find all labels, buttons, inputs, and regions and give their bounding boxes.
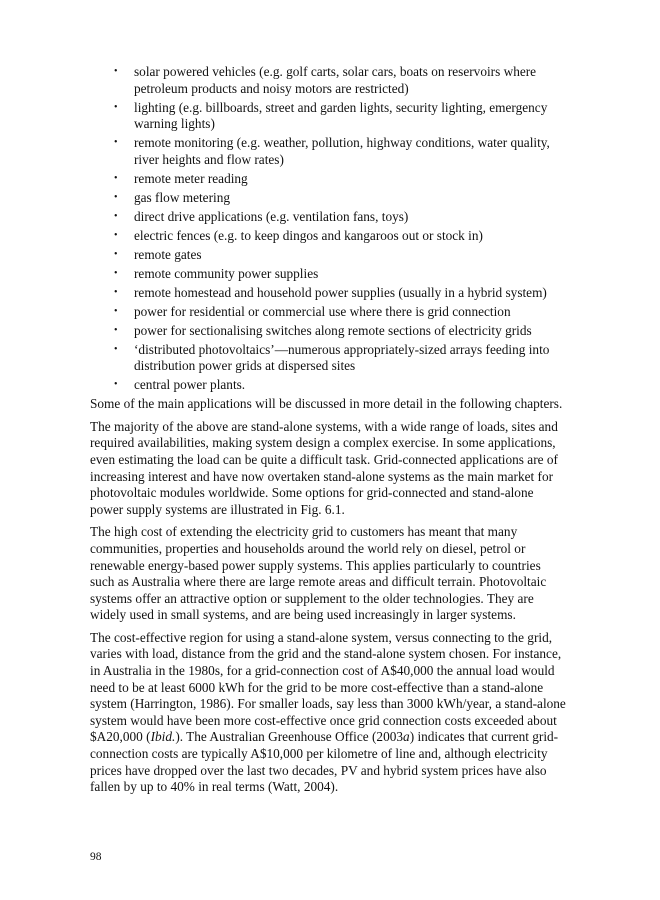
bullet-icon: • — [114, 191, 118, 203]
list-item — [90, 377, 568, 394]
paragraph-cost-effective-region — [90, 630, 568, 796]
list-item — [90, 228, 568, 245]
list-item — [90, 64, 568, 97]
paragraph-stand-alone-systems: The majority of the above are stand-alone systems, with a wide range of loads, sites and required availabilities, making system design a complex exercise. In some applications, even estimating the load can be quite a difficult task. Grid-connected applications are of increasing interest and have now overtaken stand-alone systems as the main market for photovoltaic modules worldwide. Some options for grid-connected and stand-alone power supply systems are illustrated in Fig. 6.1. — [90, 418, 558, 517]
bullet-icon: • — [114, 324, 118, 336]
list-item-text: ‘distributed photovoltaics’—numerous appropriately-sized arrays feeding into distribution power grids at dispersed sites — [134, 341, 550, 374]
list-item — [90, 342, 568, 375]
list-item-text: electric fences (e.g. to keep dingos and kangaroos out or stock in) — [134, 227, 483, 243]
bullet-icon: • — [114, 267, 118, 279]
list-item — [90, 304, 568, 321]
bullet-icon: • — [114, 248, 118, 260]
list-item — [90, 100, 568, 133]
bullet-icon: • — [114, 137, 118, 149]
page-body — [90, 64, 568, 796]
list-item — [90, 135, 568, 168]
list-item-text: direct drive applications (e.g. ventilation fans, toys) — [134, 208, 409, 224]
reference-suffix: a — [403, 729, 410, 745]
bullet-icon: • — [114, 229, 118, 241]
list-item — [90, 323, 568, 340]
list-item-text: gas flow metering — [134, 189, 231, 205]
paragraph-text-part: The cost-effective region for using a stand-alone system, versus connecting to the grid, varies with load, distance from the grid and the stand-alone system chosen. For instance, in Australia in the 1980s, for a grid-connection cost of A$40,000 the annual load would need to be at least 6000 kWh for the grid to be more cost-effective than a stand-alone system (Harrington, 1986). For smaller loads, say less than 3000 kWh/year, a stand-alone system would have been more cost-effective once grid connection costs exceeded about $A20,000 ( — [90, 629, 566, 745]
list-item-text: solar powered vehicles (e.g. golf carts, solar cars, boats on reservoirs where petroleum products and noisy motors are restricted) — [134, 64, 537, 96]
list-item-text: remote gates — [134, 246, 202, 262]
list-item — [90, 266, 568, 283]
list-item-text: lighting (e.g. billboards, street and garden lights, security lighting, emergency warning lights) — [134, 99, 548, 132]
list-item-text: remote meter reading — [134, 170, 248, 186]
page-number: 98 — [90, 851, 102, 863]
paragraph-text-part: ). The Australian Greenhouse Office (2003 — [175, 729, 404, 745]
bullet-icon: • — [114, 101, 118, 113]
bullet-icon: • — [114, 343, 118, 355]
list-item-text: remote monitoring (e.g. weather, pollution, highway conditions, water quality, river heights and flow rates) — [134, 135, 550, 167]
list-item-text: central power plants. — [134, 377, 246, 393]
paragraph-grid-extension-cost: The high cost of extending the electricity grid to customers has meant that many communities, properties and households around the world rely on diesel, petrol or renewable energy-based power supply systems. This applies particularly to countries such as Australia where there are large remote areas and difficult terrain. Photovoltaic systems offer an attractive option or supplement to the older technologies. They are widely used in small systems, and are being used increasingly in larger systems. — [90, 524, 547, 623]
paragraph-text-part: ) indicates that current grid-connection costs are typically A$10,000 per kilometre of line and, although electricity prices have dropped over the last two decades, PV and hybrid system prices have also fallen by up to 40% in real terms (Watt, 2004). — [90, 729, 559, 795]
bullet-icon: • — [114, 210, 118, 222]
bullet-icon: • — [114, 172, 118, 184]
paragraph-applications-intro: Some of the main applications will be discussed in more detail in the following chapters. — [90, 396, 563, 412]
list-item — [90, 209, 568, 226]
applications-list — [90, 64, 568, 394]
list-item — [90, 285, 568, 302]
bullet-icon: • — [114, 305, 118, 317]
list-item-text: power for sectionalising switches along remote sections of electricity grids — [134, 322, 532, 338]
list-item-text: remote community power supplies — [134, 265, 319, 281]
bullet-icon: • — [114, 379, 118, 391]
list-item — [90, 190, 568, 207]
ibid-reference: Ibid. — [150, 729, 176, 745]
bullet-icon: • — [114, 286, 118, 298]
bullet-icon: • — [114, 66, 118, 77]
list-item-text: remote homestead and household power supplies (usually in a hybrid system) — [134, 284, 547, 300]
list-item-text: power for residential or commercial use where there is grid connection — [134, 303, 511, 319]
list-item — [90, 171, 568, 188]
list-item — [90, 247, 568, 264]
